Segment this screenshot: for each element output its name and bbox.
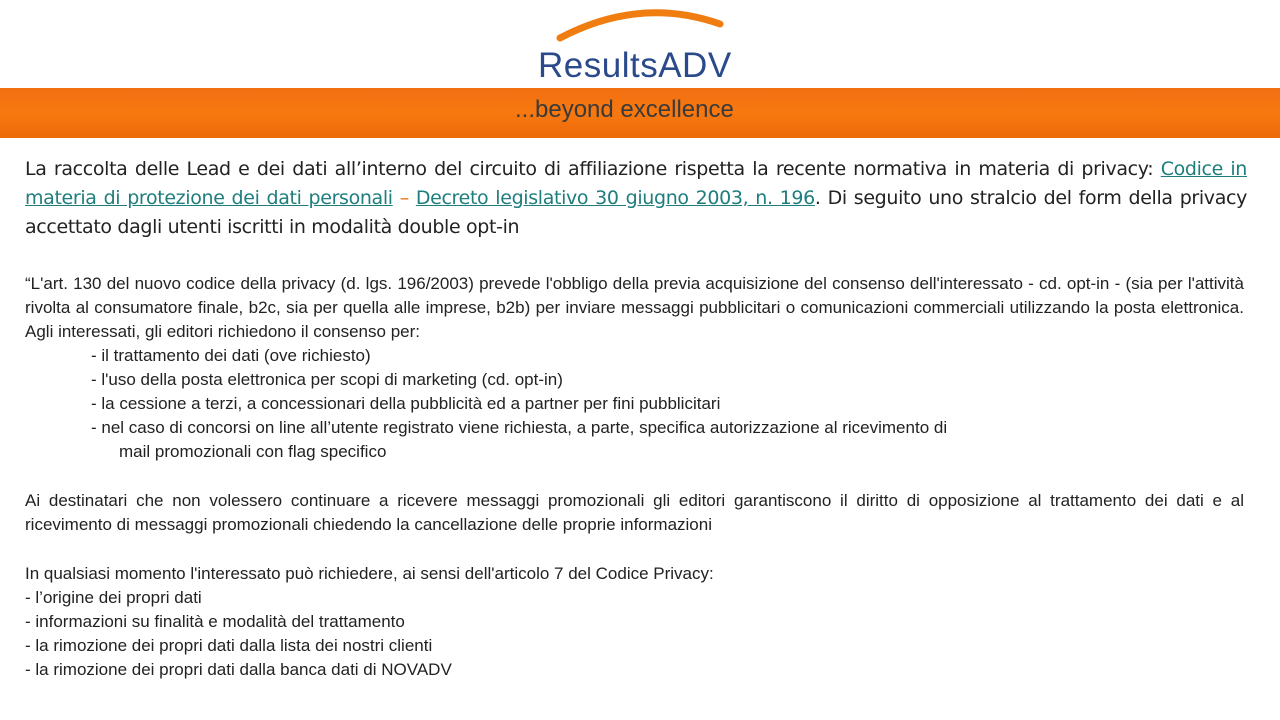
rights-item: - la rimozione dei propri dati dalla banca dati di NOVADV [25,660,452,679]
consent-list [25,344,1244,464]
intro-paragraph [25,155,1247,242]
intro-text-before: La raccolta delle Lead e dei dati all’interno del circuito di affiliazione rispetta la recente normativa in materia di privacy: [25,158,1161,180]
consent-item: - nel caso di concorsi on line all’utente registrato viene richiesta, a parte, specifica autorizzazione al ricevimento di [91,418,948,437]
opposition-paragraph: Ai destinatari che non volessero continuare a ricevere messaggi promozionali gli editori garantiscono il diritto di opposizione al trattamento dei dati e al ricevimento di messaggi promozionali chiedendo la cancellazione delle proprie informazioni [25,491,1244,534]
rights-list [25,586,1244,682]
rights-item: - la rimozione dei propri dati dalla lista dei nostri clienti [25,636,433,655]
consent-item-continuation: mail promozionali con flag specifico [119,442,387,461]
rights-section [25,562,1244,682]
logo-arc-icon [555,2,725,42]
logo [0,0,1280,90]
consent-item: - la cessione a terzi, a concessionari della pubblicità ed a partner per fini pubblicitari [91,394,721,413]
quote-paragraph: “L'art. 130 del nuovo codice della privacy (d. lgs. 196/2003) prevede l'obbligo della previa acquisizione del consenso dell'interessato - cd. opt-in - (sia per l'attività rivolta al consumatore finale, b2c, sia per quella alle imprese, b2b) per inviare messaggi pubblicitari o comunicazioni commerciali utilizzando la posta elettronica. Agli interessati, gli editori richiedono il consenso per: [25,274,1244,341]
link-separator: – [392,187,416,209]
consent-item: - il trattamento dei dati (ove richiesto) [91,346,371,365]
tagline: ...beyond excellence [515,96,734,123]
link-codice-privacy[interactable]: Codice in materia di protezione dei dati personali [25,158,1248,209]
rights-item: - informazioni su finalità e modalità del trattamento [25,612,405,631]
consent-item: - l'uso della posta elettronica per scopi di marketing (cd. opt-in) [91,370,563,389]
rights-item: - l’origine dei propri dati [25,588,202,607]
intro-text-after: . Di seguito uno stralcio del form della privacy accettato dagli utenti iscritti in modalità double opt-in [25,187,1247,238]
rights-heading: In qualsiasi momento l'interessato può richiedere, ai sensi dell'articolo 7 del Codice Privacy: [25,564,714,583]
privacy-quote [25,272,1244,464]
link-decreto-legislativo[interactable]: Decreto legislativo 30 giugno 2003, n. 196 [415,187,815,209]
brand-name: ResultsADV [538,46,732,85]
